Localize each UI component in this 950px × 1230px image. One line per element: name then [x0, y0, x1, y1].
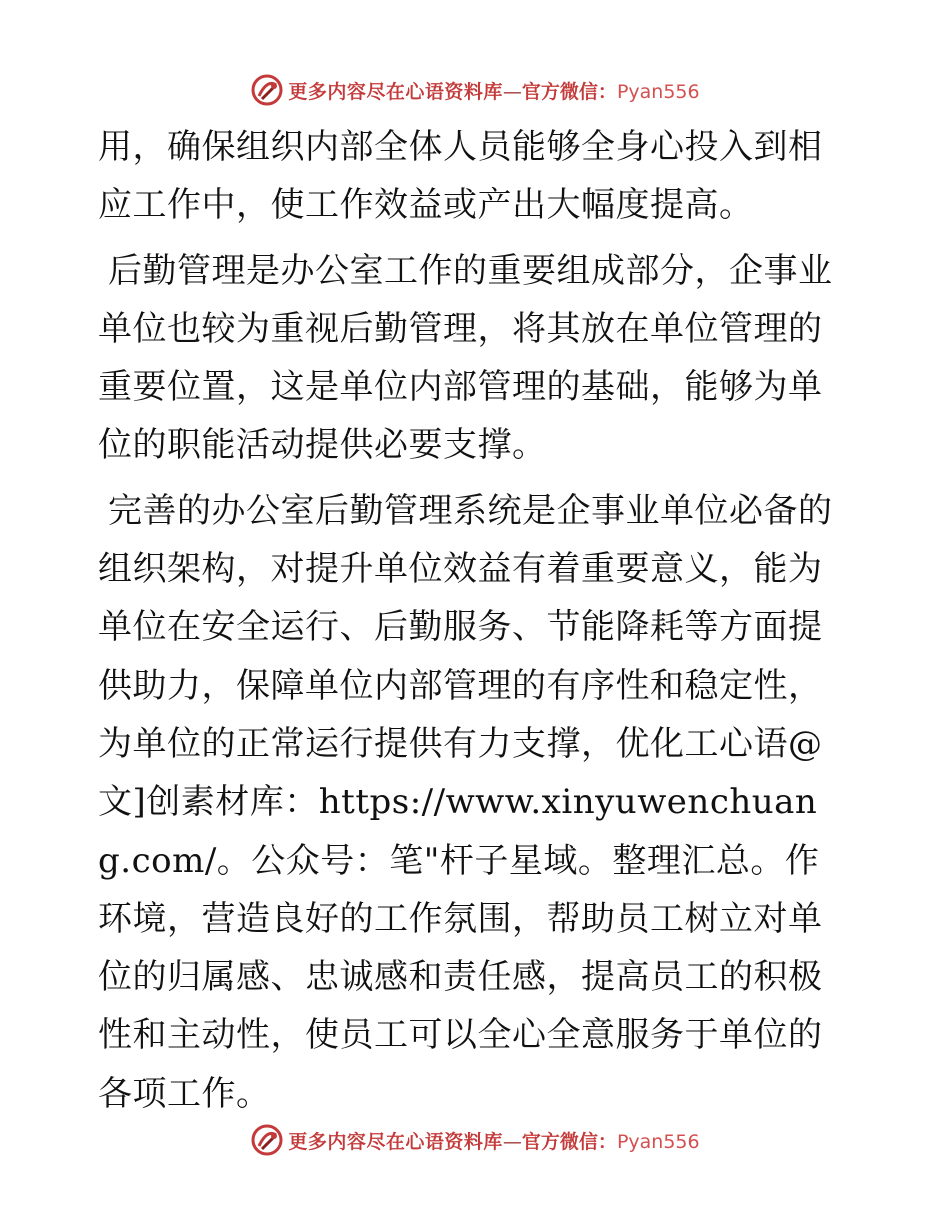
paragraph-logistics-importance: 后勤管理是办公室工作的重要组成部分，企事业单位也较为重视后勤管理，将其放在单位管理的重要位置，这是单位内部管理的基础，能够为单位的职能活动提供必要支撑。 [98, 250, 833, 466]
banner-main-text: 更多内容尽在心语资料库 [288, 1130, 503, 1153]
banner-wechat-label: 官方微信： [521, 1130, 617, 1153]
paragraph-logistics-system: 完善的办公室后勤管理系统是企事业单位必备的组织架构，对提升单位效益有着重要意义，能为单位在安全运行、后勤服务、节能降耗等方面提供助力，保障单位内部管理的有序性和稳定性，为单位的正常运行提供有力支撑，优化工心语@文]创素材库：https://www.xinyuwenchuang.com/。公众号：笔"杆子星域。整理汇总。作环境，营造良好的工作氛围，帮助员工树立对单位的归属感、忠诚感和责任感，提高员工的积极性和主动性，使员工可以全心全意服务于单位的各项工作。 [98, 490, 833, 1114]
banner-text [288, 77, 699, 104]
banner-text [288, 1127, 699, 1154]
document-body [98, 118, 850, 1130]
banner-wechat-id: Pyan556 [616, 80, 700, 103]
banner-main-text: 更多内容尽在心语资料库 [288, 80, 503, 103]
banner-separator: — [502, 80, 522, 103]
banner-separator: — [502, 1130, 522, 1153]
banner-wechat-label: 官方微信： [521, 80, 617, 103]
banner-wechat-id: Pyan556 [616, 1130, 700, 1153]
paragraph-continuation: 用，确保组织内部全体人员能够全身心投入到相应工作中，使工作效益或产出大幅度提高。 [98, 127, 823, 226]
header-banner [0, 70, 950, 110]
footer-banner [0, 1120, 950, 1160]
red-seal-logo-icon [250, 1123, 284, 1157]
red-seal-logo-icon [250, 73, 284, 107]
